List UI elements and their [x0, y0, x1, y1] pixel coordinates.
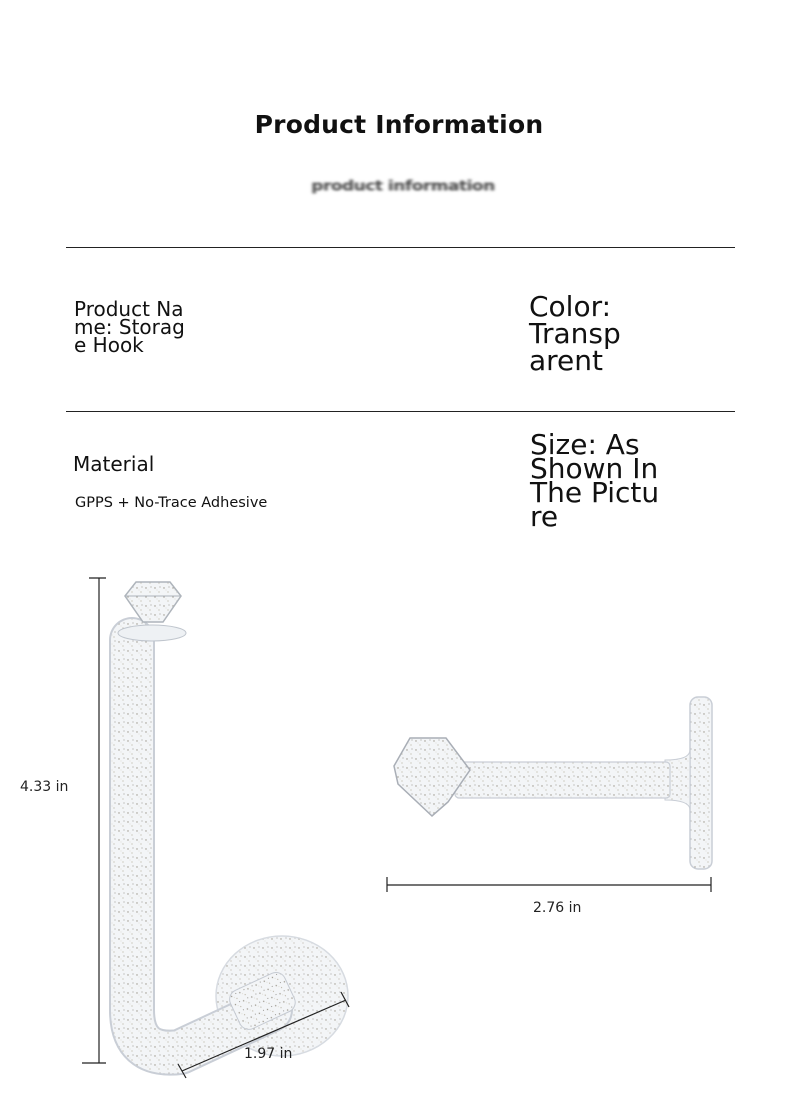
- product-name-text: Product Name: Storage Hook: [74, 297, 185, 357]
- length-dimension-label: 2.76 in: [533, 900, 582, 916]
- height-dimension-line: [82, 578, 106, 1063]
- material-value: GPPS + No-Trace Adhesive: [75, 495, 268, 511]
- length-dimension-line: [387, 877, 711, 892]
- height-dimension-label: 4.33 in: [20, 779, 69, 795]
- depth-dimension-label: 1.97 in: [244, 1046, 293, 1062]
- color-text: Color: Transparent: [529, 290, 621, 377]
- hook-front-view: [394, 697, 712, 869]
- size-text: Size: As Shown In The Picture: [530, 428, 660, 533]
- hook-side-view: [118, 582, 348, 1056]
- page-subtitle: product information: [311, 177, 495, 195]
- page-title: Product Information: [254, 110, 544, 139]
- material-label: Material: [73, 452, 155, 476]
